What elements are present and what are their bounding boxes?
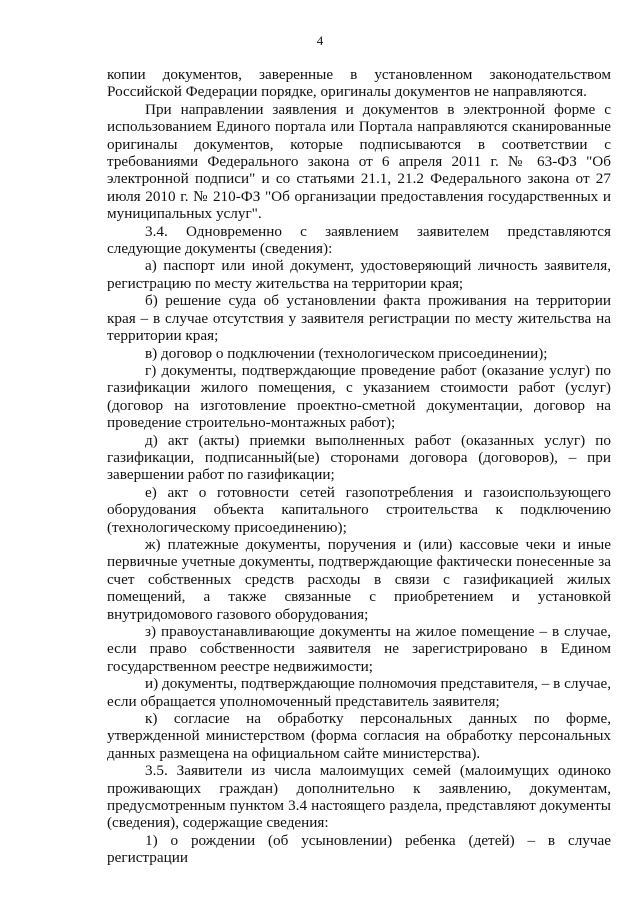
list-item-g: г) документы, подтверждающие проведение работ (оказание услуг) по газификации жилого помещения, с указанием стоимости работ (услуг) (договор на изготовление проектно-сметной документации, договор на проведение строительно-монтажных работ); <box>107 361 611 432</box>
paragraph-electronic-submission: При направлении заявления и документов в электронной форме с использованием Единого портала или Портала направляются сканированные оригиналы документов, которые подписываются в соответствии с требованиями Федерального закона от 6 апреля 2011 г. № 63-ФЗ "Об электронной подписи" и со статьями 21.1, 21.2 Федерального закона от 27 июля 2010 г. № 210-ФЗ "Об организации предоставления государственных и муниципальных услуг". <box>107 100 611 223</box>
list-item-d: д) акт (акты) приемки выполненных работ (оказанных услуг) по газификации, подписанный(ые) сторонами договора (договоров), – при завершении работ по газификации; <box>107 431 611 484</box>
list-item-e: е) акт о готовности сетей газопотребления и газоиспользующего оборудования объекта капитального строительства к подключению (технологическому присоединению); <box>107 483 611 536</box>
list-item-1: 1) о рождении (об усыновлении) ребенка (детей) – в случае регистрации <box>107 831 611 867</box>
page-number: 4 <box>316 33 324 48</box>
paragraph-3-4: 3.4. Одновременно с заявлением заявителем представляются следующие документы (сведения): <box>107 222 611 258</box>
list-item-k: к) согласие на обработку персональных данных по форме, утвержденной министерством (форма согласия на обработку персональных данных размещена на официальном сайте министерства). <box>107 710 611 762</box>
list-item-i: и) документы, подтверждающие полномочия представителя, – в случае, если обращается уполномоченный представитель заявителя; <box>107 675 611 710</box>
list-item-b: б) решение суда об установлении факта проживания на территории края – в случае отсутствия у заявителя регистрации по месту жительства на территории края; <box>107 292 611 345</box>
list-item-v: в) договор о подключении (технологическом присоединении); <box>145 344 548 362</box>
paragraph-3-5: 3.5. Заявители из числа малоимущих семей (малоимущих одиноко проживающих граждан) дополнительно к заявлению, документам, предусмотренным пунктом 3.4 настоящего раздела, представляют документы (сведения), содержащие сведения: <box>107 762 611 832</box>
list-item-z: з) правоустанавливающие документы на жилое помещение – в случае, если право собственности заявителя не зарегистрировано в Едином государственном реестре недвижимости; <box>107 623 611 675</box>
list-item-a: а) паспорт или иной документ, удостоверяющий личность заявителя, регистрацию по месту жительства на территории края; <box>107 257 611 292</box>
paragraph-continuation: копии документов, заверенные в установленном законодательством Российской Федерации порядке, оригиналы документов не направляются. <box>107 66 611 101</box>
list-item-zh: ж) платежные документы, поручения и (или) кассовые чеки и иные первичные учетные документы, подтверждающие фактически понесенные за счет собственных средств расходы в связи с газификацией жилых помещений, а также связанные с приобретением и установкой внутридомового газового оборудования; <box>107 535 611 623</box>
document-body <box>107 66 611 867</box>
